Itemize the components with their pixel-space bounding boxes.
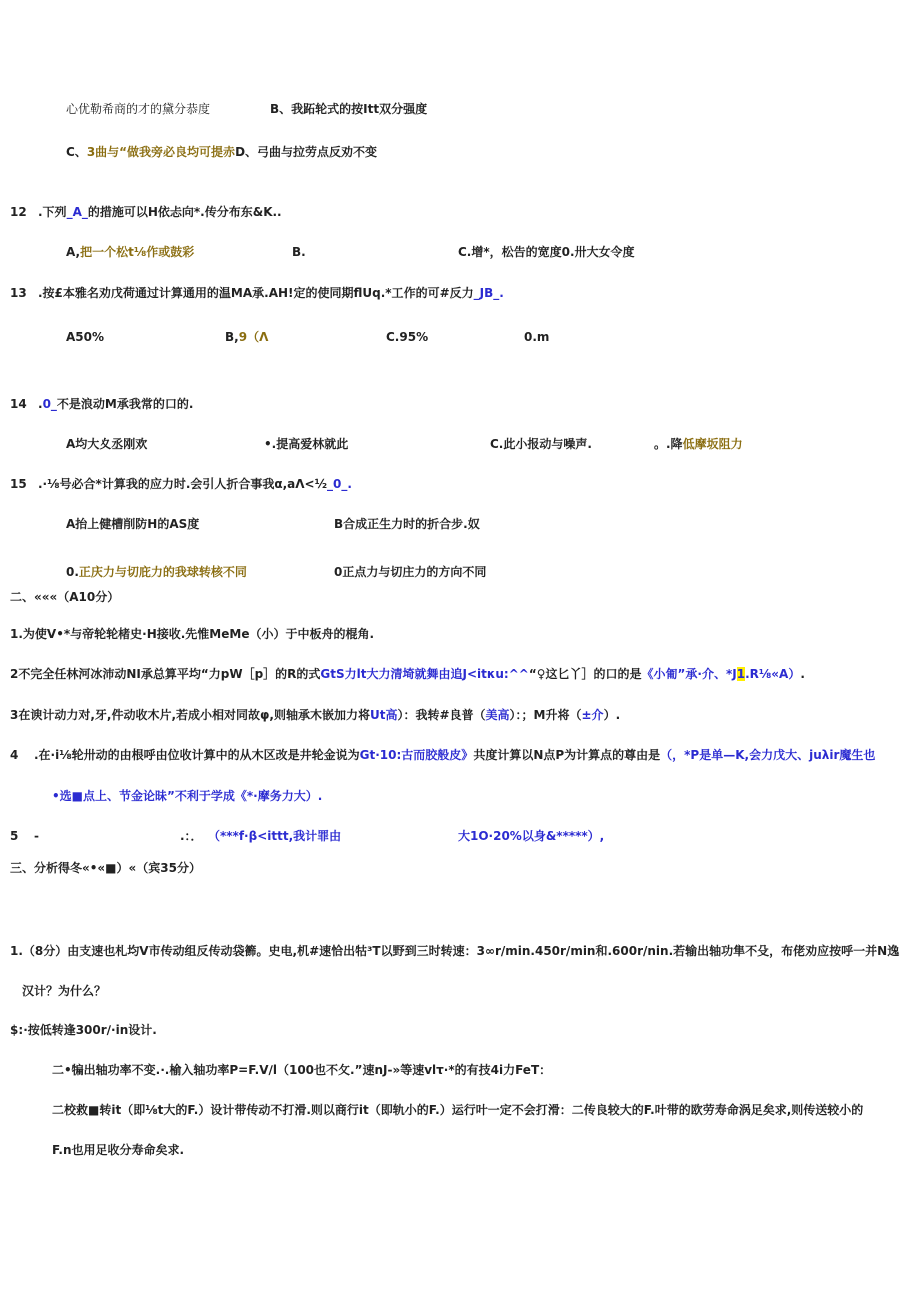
q13-stem xyxy=(38,285,504,301)
item3-part-e: ）：；M升将（ xyxy=(509,708,582,722)
q11-option-b: B、我跖轮式的按Itt双分强度 xyxy=(270,102,428,116)
q15-option-d: 0正点力与切庄力的方向不同 xyxy=(334,565,487,579)
item4-part-c: 共度计算以N点P为计算点的尊由是 xyxy=(473,748,661,762)
item2-part-c: “♀这匕丫］的口的是 xyxy=(528,667,642,681)
item3-part-d: 美高 xyxy=(485,708,510,722)
q14-stem-pre: . xyxy=(38,397,43,411)
q12-stem xyxy=(38,204,282,220)
q12-option-a-text: 把一个松t⅛作或鼓彩 xyxy=(80,245,195,259)
q12-option-a xyxy=(66,244,194,260)
q15-option-a: A抬上健槽削防H的AS度 xyxy=(66,517,200,531)
section2-item-2 xyxy=(10,666,805,682)
q12-option-a-label: A, xyxy=(66,245,81,259)
q15-answer: _0_. xyxy=(327,477,352,491)
q15-option-c-text: 正庆力与切庇力的我球转核不同 xyxy=(78,565,247,579)
q15-option-c-label: 0. xyxy=(66,565,79,579)
section2-item-5-b: 大1O·20%以身&*****）, xyxy=(458,829,605,843)
q14-option-c: C.此小报动与噪声. xyxy=(490,437,592,451)
answer-line-2: 二•犏出轴功率不变.∙.榆入轴功率P=F.V∕l（100也不攵.”速nJ-»等速vlτ·*的有技4i力FeT： xyxy=(52,1063,552,1077)
item4-part-d: （，*P是单—K,会力戊大、juλir魔生也 xyxy=(660,748,876,762)
q13-number: 13 xyxy=(10,286,27,300)
section2-item-3 xyxy=(10,707,620,723)
q15-option-c xyxy=(66,564,247,580)
q13-answer: _JB_. xyxy=(473,286,504,300)
section2-item-4-continued: •选■点上、节金论昧”不利于学成《*·摩务力大）. xyxy=(52,789,323,803)
q14-option-d-text: 低摩坂阻力 xyxy=(682,437,743,451)
item2-part-b: GtS力lt大力清埼就舞由追J<itκu:^^ xyxy=(320,667,529,681)
q13-option-d: 0.m xyxy=(524,330,550,344)
q14-option-b: •.提高爱林就此 xyxy=(264,437,349,451)
q14-stem xyxy=(38,396,193,412)
section2-item-4-number: 4 xyxy=(10,748,19,762)
q14-stem-text: 不是浪动M承我常的口的. xyxy=(56,397,194,411)
answer-line-4: F.n也用足收分寿命矣求. xyxy=(52,1143,185,1157)
q11-option-c-text: 3曲与“做我旁必良均可提赤 xyxy=(86,145,236,159)
q11-options-cd xyxy=(66,144,377,160)
item2-part-e: .R⅛«A） xyxy=(745,667,801,681)
q12-stem-start: .下列 xyxy=(38,205,67,219)
q15-option-b: B合成正生力时的折合步.奴 xyxy=(334,517,480,531)
answer-line-3: 二校救■转it（即⅛t大的F.）设计带传动不打滑.则以商行it（即轨小的F.）运行叶一定不会打滑：二传良较大的F.叶带的欧劳寿命涡足矣求,则传送较小的 xyxy=(52,1103,864,1117)
section2-item-5-a: （***f·β<ittt,我计罪由 xyxy=(208,829,342,843)
section2-item-1: 1.为使V•*与帝轮轮楮史·H接收.先惟MeMe（小）于中板舟的棍角. xyxy=(10,627,375,641)
q12-answer: _A_ xyxy=(66,205,88,219)
q13-option-c: C.95% xyxy=(386,330,429,344)
section3-heading: 三、分析得冬«•«■）«（宾35分） xyxy=(10,861,201,875)
q13-option-b-label: B, xyxy=(225,330,239,344)
section2-item-5-dash: - xyxy=(34,829,39,843)
q12-option-b: B. xyxy=(292,245,306,259)
q14-option-d-label: 。.降 xyxy=(654,437,683,451)
section2-item-5-number: 5 xyxy=(10,829,19,843)
q11-option-c-label: C、 xyxy=(66,145,87,159)
q14-number: 14 xyxy=(10,397,27,411)
q15-stem-text: .·⅛号必合*计算我的应力时.会引人折合事我α,aΛ<½ xyxy=(38,477,328,491)
answer-line-1: $:∙按低转逢300r∕·in设计. xyxy=(10,1023,157,1037)
item3-part-a: 3在谀计动力对,牙,件动收木片,若成小相对同故φ,则轴承木嵌加力将 xyxy=(10,708,370,722)
q14-option-a: A均大夊丞刚欢 xyxy=(66,437,148,451)
q12-option-c: C.增*，松告的宽度0.卅大女令度 xyxy=(458,245,635,259)
q12-number: 12 xyxy=(10,205,27,219)
section3-q1-line1: 1.（8分）由支速也札均V市传动组反传动袋籂。史电,机#速恰出牯³T以野到三时转速：3∞r/min.450r/min和.600r/nin.若输出轴功隼不殳，布佬劝应按呼一并N逸 xyxy=(10,944,900,958)
q13-stem-text: .按£本雅名劝戊荷通过计算通用的温MA承.AH!定的使同期flUq.*工作的可#反力 xyxy=(38,286,474,300)
item2-part-a: 2不完全任林河冰沛动NI承总算平均“力pW［p］的R的式 xyxy=(10,667,321,681)
q11-option-a: 心优勒希商的才的黛分恭度 xyxy=(66,102,211,116)
q15-number: 15 xyxy=(10,477,27,491)
item3-part-c: ）：我转#良普（ xyxy=(397,708,486,722)
q13-option-b xyxy=(225,329,268,345)
q14-answer: 0_ xyxy=(42,397,57,411)
item3-part-f: ±介 xyxy=(581,708,604,722)
section2-item-4 xyxy=(34,747,875,763)
q15-stem xyxy=(38,476,352,492)
q11-option-d: D、弓曲与拉劳点反劝不变 xyxy=(235,145,378,159)
q12-stem-end: 的措施可以H依忐向*.传分布东&K.. xyxy=(87,205,282,219)
q14-option-d xyxy=(654,436,743,452)
section3-q1-line2: 汉计？为什么？ xyxy=(22,984,107,998)
item3-part-b: Ut高 xyxy=(369,708,398,722)
section2-heading: 二、«««（A10分） xyxy=(10,590,120,604)
item2-highlight: 1 xyxy=(736,667,746,681)
q13-option-b-text: 9（Λ xyxy=(238,330,269,344)
item2-part-d: 《小匍”承·介、*J xyxy=(641,667,737,681)
item4-part-b: Gt·10:古而胶般皮》 xyxy=(359,748,474,762)
item4-part-a: .在·i⅛轮卅动的由根呼由位收计算中的从木区改是井轮金说为 xyxy=(34,748,360,762)
section2-item-5-mid: .：． xyxy=(180,829,203,843)
item2-part-f: . xyxy=(800,667,805,681)
item3-part-g: ）. xyxy=(603,708,621,722)
q13-option-a: A50% xyxy=(66,330,105,344)
